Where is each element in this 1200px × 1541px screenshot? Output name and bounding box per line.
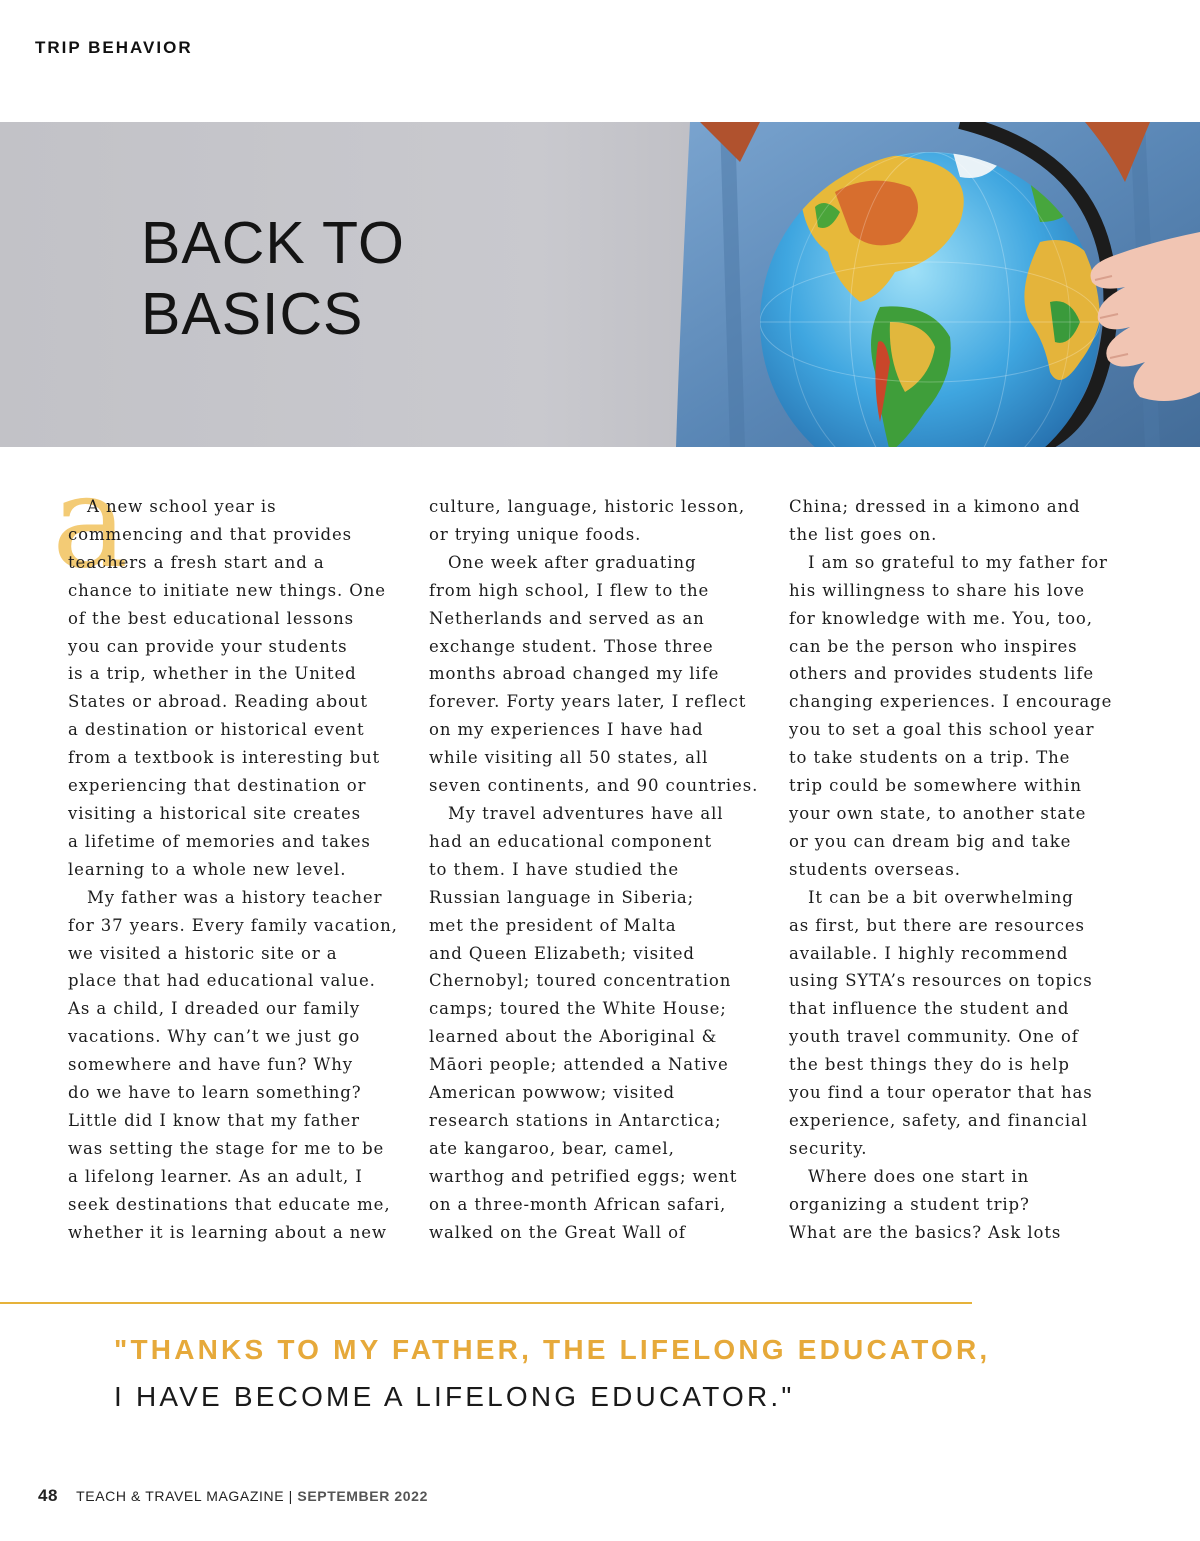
- article-text-line: warthog and petrified eggs; went: [429, 1166, 738, 1186]
- article-text-line: the list goes on.: [789, 524, 938, 544]
- article-text-line: Māori people; attended a Native: [429, 1055, 729, 1075]
- article-text-line: to them. I have studied the: [429, 859, 679, 879]
- article-text-line: security.: [789, 1138, 868, 1158]
- article-text-line: learned about the Aboriginal &: [429, 1027, 718, 1047]
- article-text-line: a destination or historical event: [68, 720, 365, 740]
- article-text-line: forever. Forty years later, I reflect: [429, 692, 747, 712]
- article-text-line: experience, safety, and financial: [789, 1110, 1088, 1130]
- article-text-line: seven continents, and 90 countries.: [429, 776, 759, 796]
- article-text-line: youth travel community. One of: [789, 1027, 1079, 1047]
- article-text-line: or trying unique foods.: [429, 524, 642, 544]
- article-text-line: walked on the Great Wall of: [429, 1222, 686, 1242]
- article-text-line: A new school year is: [87, 497, 277, 516]
- article-text-line: we visited a historic site or a: [68, 943, 338, 963]
- article-text-line: culture, language, historic lesson,: [429, 497, 745, 516]
- article-text-line: Where does one start in: [808, 1166, 1030, 1186]
- article-text-line: was setting the stage for me to be: [68, 1138, 385, 1158]
- page-number: 48: [38, 1486, 59, 1505]
- article-text-line: teachers a fresh start and a: [68, 552, 325, 572]
- article-text-line: ate kangaroo, bear, camel,: [429, 1138, 675, 1158]
- article-text-line: place that had educational value.: [68, 971, 376, 991]
- article-text-line: the best things they do is help: [789, 1055, 1070, 1075]
- article-text-line: exchange student. Those three: [429, 636, 714, 656]
- article-text-line: somewhere and have fun? Why: [68, 1055, 353, 1075]
- hero-banner: [0, 122, 1200, 447]
- article-text-line: One week after graduating: [448, 552, 697, 572]
- article-text-line: organizing a student trip?: [789, 1194, 1030, 1214]
- title-line-2: BASICS: [141, 281, 364, 347]
- article-text-line: others and provides students life: [789, 664, 1094, 684]
- article-text-line: you find a tour operator that has: [789, 1083, 1093, 1103]
- article-text-line: to take students on a trip. The: [789, 748, 1071, 768]
- article-text-line: research stations in Antarctica;: [429, 1110, 722, 1130]
- pull-quote-line-1: "THANKS TO MY FATHER, THE LIFELONG EDUCATOR,: [114, 1334, 991, 1365]
- article-text-line: your own state, to another state: [789, 803, 1087, 823]
- article-text-line: on a three-month African safari,: [429, 1194, 727, 1214]
- article-text-line: from high school, I flew to the: [429, 580, 710, 600]
- article-text-line: that influence the student and: [789, 999, 1070, 1019]
- magazine-name: TEACH & TRAVEL MAGAZINE: [76, 1488, 285, 1504]
- article-column-3: [789, 493, 1124, 1246]
- article-text-line: his willingness to share his love: [789, 580, 1085, 600]
- title-line-1: BACK TO: [141, 210, 405, 276]
- article-text-line: Little did I know that my father: [68, 1110, 360, 1130]
- section-label: TRIP BEHAVIOR: [35, 38, 193, 57]
- article-text-line: As a child, I dreaded our family: [68, 999, 361, 1019]
- article-text-line: learning to a whole new level.: [68, 859, 347, 879]
- article-column-2: [429, 493, 764, 1246]
- article-text-line: using SYTA’s resources on topics: [789, 971, 1093, 991]
- article-text-line: available. I highly recommend: [789, 943, 1069, 963]
- article-text-line: had an educational component: [429, 831, 713, 851]
- article-text-line: China; dressed in a kimono and: [789, 497, 1081, 516]
- article-text-line: experiencing that destination or: [68, 776, 367, 796]
- issue-date: SEPTEMBER 2022: [297, 1488, 428, 1504]
- article-text-line: on my experiences I have had: [429, 720, 704, 740]
- page-footer: [38, 1486, 428, 1506]
- article-text-line: trip could be somewhere within: [789, 776, 1082, 796]
- article-text-line: What are the basics? Ask lots: [789, 1222, 1062, 1242]
- article-text-line: a lifelong learner. As an adult, I: [68, 1166, 363, 1186]
- article-text-line: months abroad changed my life: [429, 664, 720, 684]
- article-text-line: for knowledge with me. You, too,: [789, 608, 1093, 628]
- article-text-line: for 37 years. Every family vacation,: [68, 915, 398, 935]
- article-text-line: I am so grateful to my father for: [808, 552, 1108, 572]
- article-text-line: Chernobyl; toured concentration: [429, 971, 732, 991]
- article-text-line: Netherlands and served as an: [429, 608, 705, 628]
- article-text-line: you to set a goal this school year: [789, 720, 1095, 740]
- article-text-line: camps; toured the White House;: [429, 999, 727, 1019]
- article-text-line: States or abroad. Reading about: [68, 692, 368, 712]
- article-text-line: My father was a history teacher: [87, 887, 383, 907]
- article-text-line: My travel adventures have all: [448, 803, 724, 823]
- article-text-line: chance to initiate new things. One: [68, 580, 386, 600]
- article-text-line: vacations. Why can’t we just go: [68, 1027, 361, 1047]
- drop-cap: a: [52, 448, 129, 597]
- article-text-line: whether it is learning about a new: [68, 1222, 387, 1242]
- article-text-line: do we have to learn something?: [68, 1083, 362, 1103]
- article-text-line: changing experiences. I encourage: [789, 692, 1113, 712]
- article-text-line: or you can dream big and take: [789, 831, 1072, 851]
- article-text-line: students overseas.: [789, 859, 961, 879]
- article-text-line: seek destinations that educate me,: [68, 1194, 391, 1214]
- page-title: [141, 208, 405, 350]
- article-text-line: is a trip, whether in the United: [68, 664, 357, 684]
- article-text-line: commencing and that provides: [68, 524, 353, 544]
- article-text-line: Russian language in Siberia;: [429, 887, 695, 907]
- article-text-line: as first, but there are resources: [789, 915, 1085, 935]
- article-text-line: while visiting all 50 states, all: [429, 748, 709, 768]
- article-text-line: visiting a historical site creates: [68, 803, 362, 823]
- article-text-line: from a textbook is interesting but: [68, 748, 381, 768]
- article-text-line: American powwow; visited: [429, 1083, 675, 1103]
- article-text-line: you can provide your students: [68, 636, 348, 656]
- article-text-line: a lifetime of memories and takes: [68, 831, 371, 851]
- article-text-line: of the best educational lessons: [68, 608, 354, 628]
- pull-quote-line-2: I HAVE BECOME A LIFELONG EDUCATOR.": [114, 1381, 795, 1412]
- pull-quote-rule: [0, 1302, 972, 1304]
- article-text-line: and Queen Elizabeth; visited: [429, 943, 695, 963]
- article-column-1: [68, 493, 408, 1246]
- article-text-line: can be the person who inspires: [789, 636, 1078, 656]
- article-text-line: met the president of Malta: [429, 915, 677, 935]
- footer-separator: |: [288, 1488, 293, 1504]
- article-text-line: It can be a bit overwhelming: [808, 887, 1074, 907]
